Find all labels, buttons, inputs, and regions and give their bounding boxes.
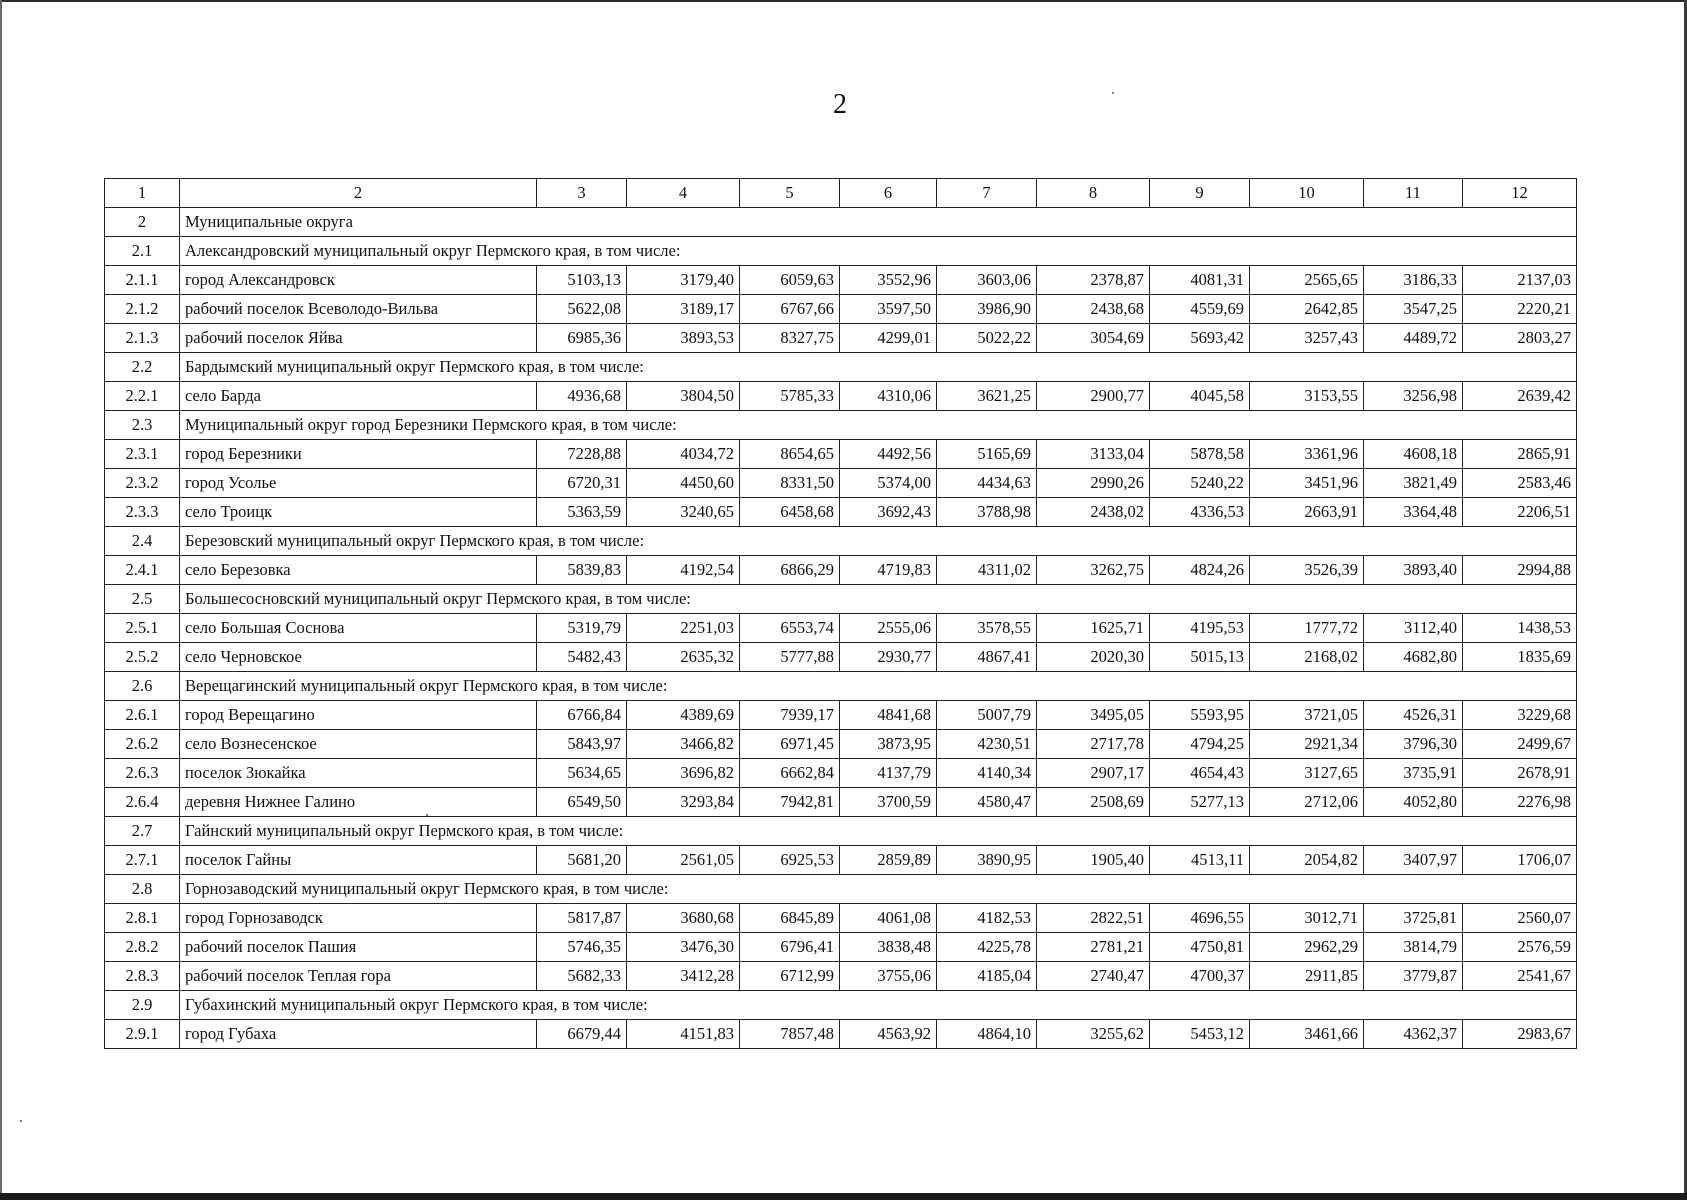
value-cell: 6712,99 — [740, 962, 840, 991]
value-cell: 3293,84 — [627, 788, 740, 817]
settlement-name: поселок Зюкайка — [180, 759, 537, 788]
row-number: 2.1.3 — [105, 324, 180, 353]
table-row — [105, 1020, 1577, 1049]
value-cell: 3240,65 — [627, 498, 740, 527]
value-cell: 2663,91 — [1250, 498, 1364, 527]
value-cell: 5007,79 — [937, 701, 1037, 730]
value-cell: 3893,40 — [1364, 556, 1463, 585]
value-cell: 6985,36 — [537, 324, 627, 353]
column-header: 1 — [105, 179, 180, 208]
value-cell: 4867,41 — [937, 643, 1037, 672]
value-cell: 3735,91 — [1364, 759, 1463, 788]
value-cell: 5277,13 — [1150, 788, 1250, 817]
value-cell: 4719,83 — [840, 556, 937, 585]
value-cell: 4052,80 — [1364, 788, 1463, 817]
value-cell: 3552,96 — [840, 266, 937, 295]
column-header: 5 — [740, 179, 840, 208]
section-title: Гайнский муниципальный округ Пермского края, в том числе: — [180, 817, 1577, 846]
table-row — [105, 556, 1577, 585]
column-header: 3 — [537, 179, 627, 208]
table-row — [105, 701, 1577, 730]
value-cell: 2994,88 — [1463, 556, 1577, 585]
row-number: 2.4.1 — [105, 556, 180, 585]
section-title: Губахинский муниципальный округ Пермского края, в том числе: — [180, 991, 1577, 1020]
value-cell: 6458,68 — [740, 498, 840, 527]
value-cell: 3229,68 — [1463, 701, 1577, 730]
column-header: 9 — [1150, 179, 1250, 208]
value-cell: 3112,40 — [1364, 614, 1463, 643]
section-title: Большесосновский муниципальный округ Пермского края, в том числе: — [180, 585, 1577, 614]
section-row — [105, 527, 1577, 556]
value-cell: 3054,69 — [1037, 324, 1150, 353]
value-cell: 3495,05 — [1037, 701, 1150, 730]
value-cell: 4750,81 — [1150, 933, 1250, 962]
value-cell: 2508,69 — [1037, 788, 1150, 817]
value-cell: 4654,43 — [1150, 759, 1250, 788]
section-title: Березовский муниципальный округ Пермского края, в том числе: — [180, 527, 1577, 556]
settlement-name: село Вознесенское — [180, 730, 537, 759]
value-cell: 4311,02 — [937, 556, 1037, 585]
section-row — [105, 585, 1577, 614]
scan-speck — [1112, 92, 1114, 94]
table-row — [105, 469, 1577, 498]
row-number: 2.6.3 — [105, 759, 180, 788]
value-cell: 2911,85 — [1250, 962, 1364, 991]
value-cell: 3821,49 — [1364, 469, 1463, 498]
value-cell: 3696,82 — [627, 759, 740, 788]
value-cell: 4185,04 — [937, 962, 1037, 991]
value-cell: 6845,89 — [740, 904, 840, 933]
value-cell: 5843,97 — [537, 730, 627, 759]
value-cell: 3986,90 — [937, 295, 1037, 324]
value-cell: 3578,55 — [937, 614, 1037, 643]
value-cell: 3838,48 — [840, 933, 937, 962]
value-cell: 4081,31 — [1150, 266, 1250, 295]
value-cell: 3700,59 — [840, 788, 937, 817]
value-cell: 4225,78 — [937, 933, 1037, 962]
row-number: 2.8.2 — [105, 933, 180, 962]
value-cell: 2822,51 — [1037, 904, 1150, 933]
value-cell: 3012,71 — [1250, 904, 1364, 933]
value-cell: 6549,50 — [537, 788, 627, 817]
value-cell: 3256,98 — [1364, 382, 1463, 411]
section-row — [105, 991, 1577, 1020]
value-cell: 1625,71 — [1037, 614, 1150, 643]
value-cell: 2438,02 — [1037, 498, 1150, 527]
value-cell: 3893,53 — [627, 324, 740, 353]
row-number: 2.5 — [105, 585, 180, 614]
value-cell: 2990,26 — [1037, 469, 1150, 498]
row-number: 2.8.3 — [105, 962, 180, 991]
settlement-name: деревня Нижнее Галино — [180, 788, 537, 817]
row-number: 2.1.2 — [105, 295, 180, 324]
column-header: 6 — [840, 179, 937, 208]
value-cell: 2907,17 — [1037, 759, 1150, 788]
row-number: 2.3.2 — [105, 469, 180, 498]
value-cell: 1438,53 — [1463, 614, 1577, 643]
section-row — [105, 875, 1577, 904]
column-header: 11 — [1364, 179, 1463, 208]
value-cell: 2642,85 — [1250, 295, 1364, 324]
value-cell: 5015,13 — [1150, 643, 1250, 672]
value-cell: 2251,03 — [627, 614, 740, 643]
value-cell: 5817,87 — [537, 904, 627, 933]
section-title: Бардымский муниципальный округ Пермского края, в том числе: — [180, 353, 1577, 382]
value-cell: 8331,50 — [740, 469, 840, 498]
value-cell: 6059,63 — [740, 266, 840, 295]
row-number: 2.6 — [105, 672, 180, 701]
value-cell: 8327,75 — [740, 324, 840, 353]
value-cell: 4336,53 — [1150, 498, 1250, 527]
value-cell: 3364,48 — [1364, 498, 1463, 527]
value-cell: 2220,21 — [1463, 295, 1577, 324]
value-cell: 3466,82 — [627, 730, 740, 759]
value-cell: 3186,33 — [1364, 266, 1463, 295]
value-cell: 2438,68 — [1037, 295, 1150, 324]
value-cell: 2276,98 — [1463, 788, 1577, 817]
value-cell: 2639,42 — [1463, 382, 1577, 411]
value-cell: 3680,68 — [627, 904, 740, 933]
value-cell: 5453,12 — [1150, 1020, 1250, 1049]
section-title: Муниципальные округа — [180, 208, 1577, 237]
value-cell: 6866,29 — [740, 556, 840, 585]
value-cell: 3133,04 — [1037, 440, 1150, 469]
value-cell: 1905,40 — [1037, 846, 1150, 875]
table-row — [105, 788, 1577, 817]
value-cell: 6662,84 — [740, 759, 840, 788]
value-cell: 4230,51 — [937, 730, 1037, 759]
row-number: 2 — [105, 208, 180, 237]
settlement-name: город Александровск — [180, 266, 537, 295]
value-cell: 4489,72 — [1364, 324, 1463, 353]
value-cell: 2378,87 — [1037, 266, 1150, 295]
row-number: 2.6.4 — [105, 788, 180, 817]
row-number: 2.1.1 — [105, 266, 180, 295]
value-cell: 1706,07 — [1463, 846, 1577, 875]
value-cell: 4182,53 — [937, 904, 1037, 933]
value-cell: 5746,35 — [537, 933, 627, 962]
value-cell: 5022,22 — [937, 324, 1037, 353]
value-cell: 5785,33 — [740, 382, 840, 411]
value-cell: 3361,96 — [1250, 440, 1364, 469]
value-cell: 4299,01 — [840, 324, 937, 353]
value-cell: 3873,95 — [840, 730, 937, 759]
table-row — [105, 643, 1577, 672]
row-number: 2.2.1 — [105, 382, 180, 411]
value-cell: 3755,06 — [840, 962, 937, 991]
value-cell: 2717,78 — [1037, 730, 1150, 759]
value-cell: 4526,31 — [1364, 701, 1463, 730]
row-number: 2.8.1 — [105, 904, 180, 933]
value-cell: 3407,97 — [1364, 846, 1463, 875]
value-cell: 6925,53 — [740, 846, 840, 875]
value-cell: 4580,47 — [937, 788, 1037, 817]
settlement-name: город Верещагино — [180, 701, 537, 730]
value-cell: 4192,54 — [627, 556, 740, 585]
value-cell: 2740,47 — [1037, 962, 1150, 991]
settlement-name: село Троицк — [180, 498, 537, 527]
scan-left-edge — [0, 0, 2, 1200]
value-cell: 2555,06 — [840, 614, 937, 643]
value-cell: 4195,53 — [1150, 614, 1250, 643]
section-row — [105, 353, 1577, 382]
value-cell: 2054,82 — [1250, 846, 1364, 875]
value-cell: 3255,62 — [1037, 1020, 1150, 1049]
column-header: 12 — [1463, 179, 1577, 208]
value-cell: 4563,92 — [840, 1020, 937, 1049]
section-title: Александровский муниципальный округ Пермского края, в том числе: — [180, 237, 1577, 266]
value-cell: 5634,65 — [537, 759, 627, 788]
settlement-name: город Горнозаводск — [180, 904, 537, 933]
value-cell: 2781,21 — [1037, 933, 1150, 962]
value-cell: 5482,43 — [537, 643, 627, 672]
value-cell: 2900,77 — [1037, 382, 1150, 411]
settlement-name: рабочий поселок Всеволодо-Вильва — [180, 295, 537, 324]
value-cell: 2168,02 — [1250, 643, 1364, 672]
row-number: 2.4 — [105, 527, 180, 556]
value-cell: 5682,33 — [537, 962, 627, 991]
value-cell: 4682,80 — [1364, 643, 1463, 672]
row-number: 2.6.2 — [105, 730, 180, 759]
settlement-name: рабочий поселок Яйва — [180, 324, 537, 353]
value-cell: 8654,65 — [740, 440, 840, 469]
row-number: 2.6.1 — [105, 701, 180, 730]
row-number: 2.2 — [105, 353, 180, 382]
value-cell: 2499,67 — [1463, 730, 1577, 759]
value-cell: 3547,25 — [1364, 295, 1463, 324]
value-cell: 4864,10 — [937, 1020, 1037, 1049]
column-header: 8 — [1037, 179, 1150, 208]
value-cell: 5681,20 — [537, 846, 627, 875]
value-cell: 4824,26 — [1150, 556, 1250, 585]
value-cell: 3692,43 — [840, 498, 937, 527]
value-cell: 2020,30 — [1037, 643, 1150, 672]
value-cell: 6679,44 — [537, 1020, 627, 1049]
value-cell: 4061,08 — [840, 904, 937, 933]
settlement-name: рабочий поселок Теплая гора — [180, 962, 537, 991]
value-cell: 3127,65 — [1250, 759, 1364, 788]
value-cell: 5693,42 — [1150, 324, 1250, 353]
value-cell: 5622,08 — [537, 295, 627, 324]
row-number: 2.3 — [105, 411, 180, 440]
table-row — [105, 266, 1577, 295]
row-number: 2.8 — [105, 875, 180, 904]
value-cell: 4513,11 — [1150, 846, 1250, 875]
value-cell: 1835,69 — [1463, 643, 1577, 672]
table-row — [105, 730, 1577, 759]
value-cell: 3153,55 — [1250, 382, 1364, 411]
row-number: 2.3.3 — [105, 498, 180, 527]
section-row — [105, 411, 1577, 440]
value-cell: 3461,66 — [1250, 1020, 1364, 1049]
value-cell: 4389,69 — [627, 701, 740, 730]
value-cell: 2921,34 — [1250, 730, 1364, 759]
value-cell: 4137,79 — [840, 759, 937, 788]
settlement-name: рабочий поселок Пашия — [180, 933, 537, 962]
value-cell: 7228,88 — [537, 440, 627, 469]
settlement-name: город Березники — [180, 440, 537, 469]
value-cell: 4140,34 — [937, 759, 1037, 788]
row-number: 2.9 — [105, 991, 180, 1020]
section-title: Муниципальный округ город Березники Пермского края, в том числе: — [180, 411, 1577, 440]
value-cell: 3890,95 — [937, 846, 1037, 875]
row-number: 2.3.1 — [105, 440, 180, 469]
row-number: 2.5.1 — [105, 614, 180, 643]
scan-top-edge — [0, 0, 1687, 2]
settlement-name: село Барда — [180, 382, 537, 411]
value-cell: 7857,48 — [740, 1020, 840, 1049]
table-row — [105, 846, 1577, 875]
column-header: 4 — [627, 179, 740, 208]
section-row — [105, 817, 1577, 846]
value-cell: 5363,59 — [537, 498, 627, 527]
tariff-table — [104, 178, 1577, 1049]
value-cell: 6553,74 — [740, 614, 840, 643]
value-cell: 3725,81 — [1364, 904, 1463, 933]
column-header: 10 — [1250, 179, 1364, 208]
value-cell: 3597,50 — [840, 295, 937, 324]
value-cell: 4841,68 — [840, 701, 937, 730]
value-cell: 3526,39 — [1250, 556, 1364, 585]
value-cell: 3451,96 — [1250, 469, 1364, 498]
row-number: 2.1 — [105, 237, 180, 266]
value-cell: 4936,68 — [537, 382, 627, 411]
value-cell: 3476,30 — [627, 933, 740, 962]
scan-speck — [20, 1120, 22, 1122]
value-cell: 5878,58 — [1150, 440, 1250, 469]
value-cell: 7942,81 — [740, 788, 840, 817]
value-cell: 3796,30 — [1364, 730, 1463, 759]
section-row — [105, 672, 1577, 701]
row-number: 2.7.1 — [105, 846, 180, 875]
value-cell: 1777,72 — [1250, 614, 1364, 643]
value-cell: 6796,41 — [740, 933, 840, 962]
value-cell: 4434,63 — [937, 469, 1037, 498]
row-number: 2.5.2 — [105, 643, 180, 672]
value-cell: 2712,06 — [1250, 788, 1364, 817]
settlement-name: село Большая Соснова — [180, 614, 537, 643]
value-cell: 2583,46 — [1463, 469, 1577, 498]
value-cell: 3412,28 — [627, 962, 740, 991]
settlement-name: село Черновское — [180, 643, 537, 672]
value-cell: 4450,60 — [627, 469, 740, 498]
value-cell: 3603,06 — [937, 266, 1037, 295]
value-cell: 2678,91 — [1463, 759, 1577, 788]
value-cell: 5593,95 — [1150, 701, 1250, 730]
table-row — [105, 614, 1577, 643]
value-cell: 4310,06 — [840, 382, 937, 411]
value-cell: 3721,05 — [1250, 701, 1364, 730]
value-cell: 6766,84 — [537, 701, 627, 730]
page-number: 2 — [833, 89, 847, 120]
column-header: 2 — [180, 179, 537, 208]
value-cell: 2561,05 — [627, 846, 740, 875]
value-cell: 2983,67 — [1463, 1020, 1577, 1049]
value-cell: 2635,32 — [627, 643, 740, 672]
settlement-name: город Губаха — [180, 1020, 537, 1049]
value-cell: 4794,25 — [1150, 730, 1250, 759]
value-cell: 3179,40 — [627, 266, 740, 295]
value-cell: 6767,66 — [740, 295, 840, 324]
table-row — [105, 933, 1577, 962]
value-cell: 5165,69 — [937, 440, 1037, 469]
value-cell: 3257,43 — [1250, 324, 1364, 353]
section-row — [105, 237, 1577, 266]
row-number: 2.9.1 — [105, 1020, 180, 1049]
value-cell: 2930,77 — [840, 643, 937, 672]
value-cell: 3779,87 — [1364, 962, 1463, 991]
column-header: 7 — [937, 179, 1037, 208]
value-cell: 4559,69 — [1150, 295, 1250, 324]
value-cell: 3262,75 — [1037, 556, 1150, 585]
table-row — [105, 440, 1577, 469]
value-cell: 5374,00 — [840, 469, 937, 498]
section-row — [105, 208, 1577, 237]
value-cell: 2803,27 — [1463, 324, 1577, 353]
section-title: Верещагинский муниципальный округ Пермского края, в том числе: — [180, 672, 1577, 701]
value-cell: 4700,37 — [1150, 962, 1250, 991]
value-cell: 6720,31 — [537, 469, 627, 498]
row-number: 2.7 — [105, 817, 180, 846]
value-cell: 4492,56 — [840, 440, 937, 469]
value-cell: 4151,83 — [627, 1020, 740, 1049]
value-cell: 5319,79 — [537, 614, 627, 643]
table-row — [105, 324, 1577, 353]
table-row — [105, 759, 1577, 788]
table-body — [105, 179, 1577, 1049]
scan-bottom-edge — [0, 1193, 1687, 1200]
value-cell: 2541,67 — [1463, 962, 1577, 991]
value-cell: 5240,22 — [1150, 469, 1250, 498]
table-header-row — [105, 179, 1577, 208]
settlement-name: поселок Гайны — [180, 846, 537, 875]
value-cell: 4045,58 — [1150, 382, 1250, 411]
table-row — [105, 498, 1577, 527]
value-cell: 3788,98 — [937, 498, 1037, 527]
value-cell: 2206,51 — [1463, 498, 1577, 527]
value-cell: 3189,17 — [627, 295, 740, 324]
value-cell: 2962,29 — [1250, 933, 1364, 962]
value-cell: 4362,37 — [1364, 1020, 1463, 1049]
value-cell: 4034,72 — [627, 440, 740, 469]
settlement-name: город Усолье — [180, 469, 537, 498]
settlement-name: село Березовка — [180, 556, 537, 585]
value-cell: 4608,18 — [1364, 440, 1463, 469]
table-row — [105, 382, 1577, 411]
value-cell: 3814,79 — [1364, 933, 1463, 962]
table-row — [105, 295, 1577, 324]
value-cell: 5777,88 — [740, 643, 840, 672]
value-cell: 2865,91 — [1463, 440, 1577, 469]
table-row — [105, 962, 1577, 991]
value-cell: 2137,03 — [1463, 266, 1577, 295]
value-cell: 5839,83 — [537, 556, 627, 585]
value-cell: 3804,50 — [627, 382, 740, 411]
table-row — [105, 904, 1577, 933]
value-cell: 5103,13 — [537, 266, 627, 295]
value-cell: 2565,65 — [1250, 266, 1364, 295]
value-cell: 3621,25 — [937, 382, 1037, 411]
section-title: Горнозаводский муниципальный округ Пермского края, в том числе: — [180, 875, 1577, 904]
value-cell: 7939,17 — [740, 701, 840, 730]
value-cell: 6971,45 — [740, 730, 840, 759]
value-cell: 2576,59 — [1463, 933, 1577, 962]
value-cell: 2560,07 — [1463, 904, 1577, 933]
value-cell: 4696,55 — [1150, 904, 1250, 933]
value-cell: 2859,89 — [840, 846, 937, 875]
